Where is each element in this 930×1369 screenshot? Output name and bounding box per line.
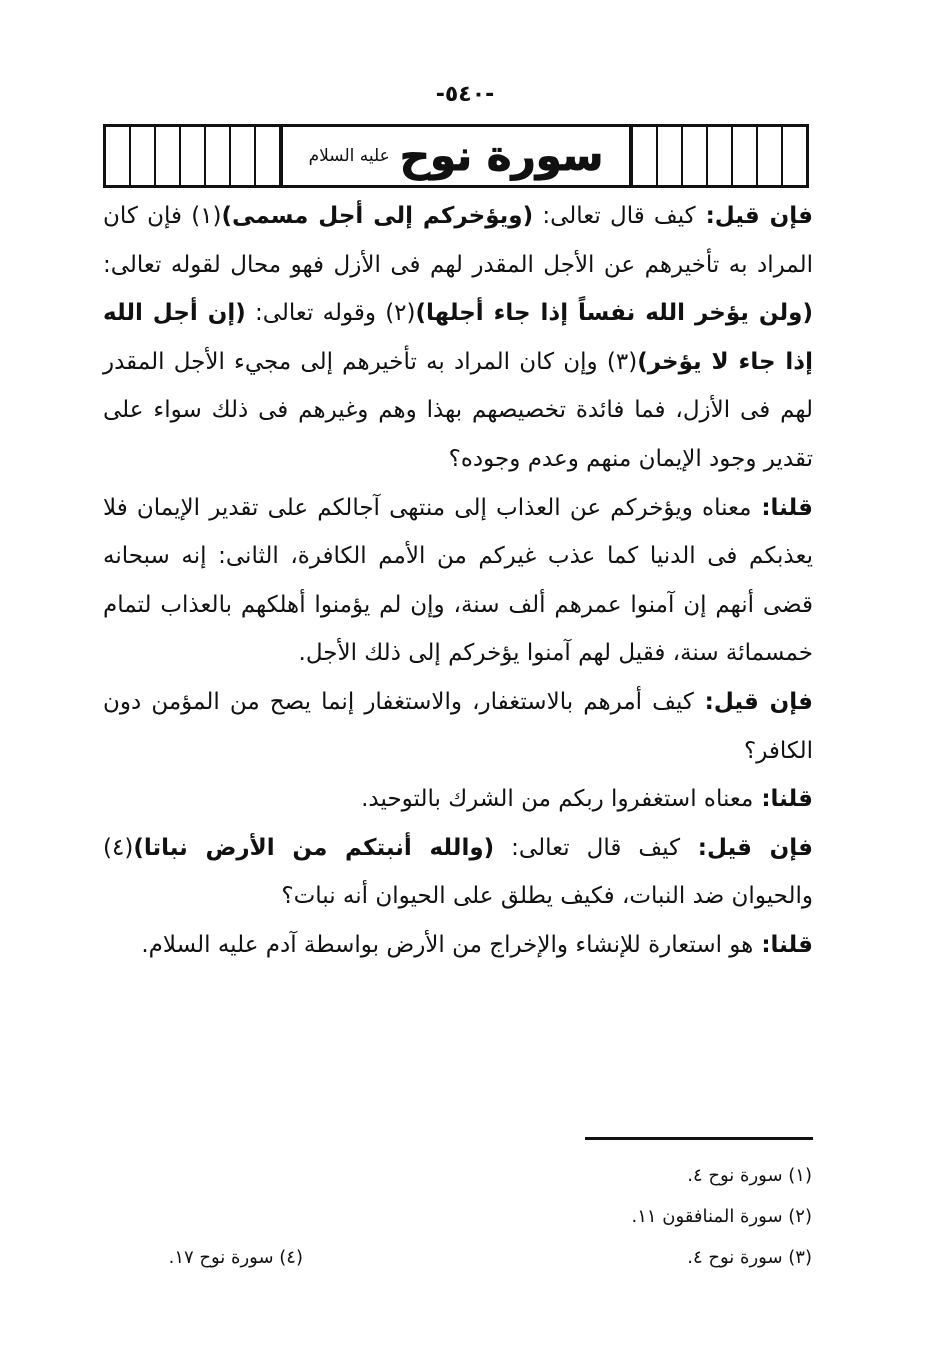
page-number: -٥٤٠- xyxy=(435,82,495,107)
paragraph-lead: فإن قيل: xyxy=(695,203,813,229)
paragraph-text: هو استعارة للإنشاء والإخراج من الأرض بواسطة آدم عليه السلام. xyxy=(141,931,754,958)
paragraph-lead: فإن قيل: xyxy=(680,834,813,861)
quran-quote: (ويؤخركم إلى أجل مسمى) xyxy=(221,203,534,229)
footnote-1: (١) سورة نوح ٤. xyxy=(687,1165,812,1186)
paragraph-5 xyxy=(103,824,813,921)
quran-quote: (والله أنبتكم من الأرض نباتا) xyxy=(133,834,495,861)
paragraph-text: معناه ويؤخركم عن العذاب إلى منتهى آجالكم على تقدير الإيمان فلا يعذبكم فى الدنيا كما عذب غيركم من الأمم الكافرة، الثانى: إنه سبحانه قضى أنهم إن آمنوا عمرهم ألف سنة، وإن لم يؤمنوا أهلكهم بالعذاب لتمام خمسمائة سنة، فقيل لهم آمنوا يؤخركم إلى ذلك الأجل. xyxy=(103,494,813,667)
paragraph-text: معناه استغفروا ربكم من الشرك بالتوحيد. xyxy=(361,786,754,813)
paragraph-lead: فإن قيل: xyxy=(693,688,813,715)
paragraph-4 xyxy=(103,775,813,824)
footnote-2: (٢) سورة المنافقون ١١. xyxy=(631,1206,812,1227)
quran-quote: (إن أجل الله إذا جاء لا يؤخر) xyxy=(103,300,813,375)
surah-header xyxy=(103,124,809,188)
footnote-divider xyxy=(585,1137,813,1140)
footnotes xyxy=(500,1155,812,1278)
paragraph-text: (٤) والحيوان ضد النبات، فكيف يطلق على الحيوان أنه نبات؟ xyxy=(103,834,813,910)
paragraph-lead: قلنا: xyxy=(751,494,813,521)
paragraph-6 xyxy=(103,921,813,970)
paragraph-1 xyxy=(103,192,813,484)
paragraph-text: (٣) وإن كان المراد به تأخيرهم إلى مجيء الأجل المقدر لهم فى الأزل، فما فائدة تخصيصهم بهذا وهم وغيرهم فى ذلك سواء على تقدير وجود الإيمان منهم وعدم وجوده؟ xyxy=(103,348,813,472)
surah-title: سورة نوح xyxy=(399,131,604,180)
paragraph-text: كيف أمرهم بالاستغفار، والاستغفار إنما يصح من المؤمن دون الكافر؟ xyxy=(103,688,813,764)
paragraph-text: كيف قال تعالى: xyxy=(533,203,696,229)
body-text xyxy=(103,192,813,970)
surah-subtitle: عليه السلام xyxy=(308,146,390,166)
paragraph-3 xyxy=(103,678,813,775)
paragraph-text: كيف قال تعالى: xyxy=(494,834,681,861)
paragraph-2 xyxy=(103,484,813,678)
paragraph-lead: قلنا: xyxy=(753,931,813,958)
paragraph-lead: قلنا: xyxy=(753,786,813,813)
surah-title-cell xyxy=(281,127,631,185)
footnote-3: (٣) سورة نوح ٤. xyxy=(687,1247,812,1268)
paragraph-text: (٢) وقوله تعالى: xyxy=(245,300,416,327)
paragraph-text: (١) فإن كان المراد به تأخيرهم عن الأجل المقدر لهم فى الأزل فهو محال لقوله تعالى: xyxy=(103,203,813,278)
header-ornament-left xyxy=(106,127,281,185)
quran-quote: (ولن يؤخر الله نفساً إذا جاء أجلها) xyxy=(415,300,813,327)
header-ornament-right xyxy=(631,127,806,185)
footnote-4: (٤) سورة نوح ١٧. xyxy=(168,1247,303,1268)
